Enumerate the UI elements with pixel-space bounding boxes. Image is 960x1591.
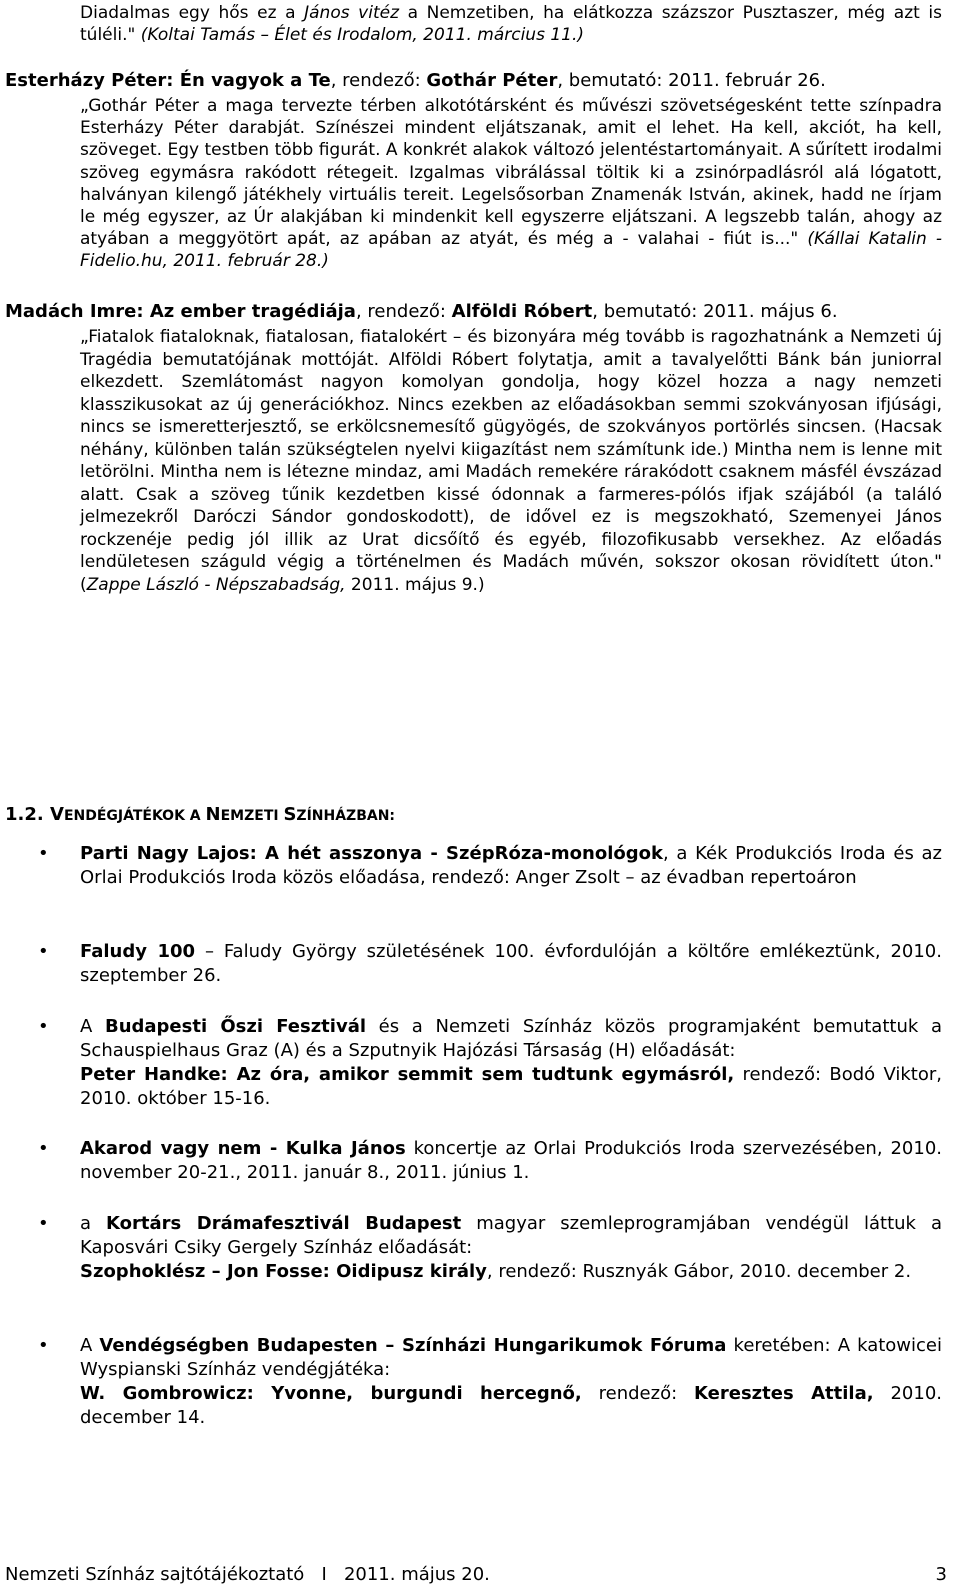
list-item: • Parti Nagy Lajos: A hét asszonya - SzépRóza-monológok, a Kék Produkciós Iroda és az Orlai Produkciós Iroda közös előadása, rendező: Anger Zsolt – az évadban repertoáron (38, 843, 942, 888)
intro-paragraph: Diadalmas egy hős ez a János vitéz a Nemzetiben, ha elátkozza százszor Pusztaszer, még azt is túléli." (Koltai Tamás – Élet és Irodalom, 2011. március 11.) (80, 3, 942, 46)
citation: (Koltai Tamás – Élet és Irodalom, 2011. március 11.) (140, 25, 584, 46)
play-heading-madach: Madách Imre: Az ember tragédiája, rendező: Alföldi Róbert, bemutató: 2011. május 6. (5, 301, 838, 322)
title-janos-vitez: János vitéz (304, 3, 400, 23)
list-item: • A Vendégségben Budapesten – Színházi Hungarikumok Fóruma keretében: A katowicei Wyspianski Színház vendégjátéka: W. Gombrowicz: Yvonne, burgundi hercegnő, rendező: Keresztes Attila, 2010. december 14. (38, 1335, 942, 1428)
bullet-icon: • (38, 843, 49, 864)
list-item: • Faludy 100 – Faludy György születésének 100. évfordulóján a költőre emlékeztünk, 2010. szeptember 26. (38, 941, 942, 986)
list-item: • a Kortárs Drámafesztivál Budapest magyar szemleprogramjában vendégül láttuk a Kaposvári Csiky Gergely Színház előadását: Szophoklész – Jon Fosse: Oidipusz király, rendező: Rusznyák Gábor, 2010. december 2. (38, 1213, 942, 1282)
footer-text: Nemzeti Színház sajtótájékoztató I 2011. május 20. (5, 1564, 490, 1585)
section-title: 1.2. VENDÉGJÁTÉKOK A NEMZETI SZÍNHÁZBAN: (5, 804, 396, 825)
review-madach: „Fiatalok fiataloknak, fiatalosan, fiatalokért – és bizonyára még tovább is ragozhatnánk a Nemzeti új Tragédia bemutatójának mottóját. Alföldi Róbert folytatja, amit a tavalyelőtti Bánk bán juniorral elkezdett. Szemlátomást nagyon komolyan gondolja, hogy közel hozza a nagy nemzeti klasszikusokat az új generációkhoz. Nincs ezekben az előadásokban semmi szokványosan ifjúsági, nincs se ismeretterjesztő, se erkölcsnemesítő gügyögés, de szokványos portörlés sincsen. (Hacsak néhány, különben talán szükségtelen nyelvi kiigazítást nem számítunk ide.) Mintha nem is lenne mit letörölni. Mintha nem is létezne mindaz, ami Madách remekére rárakódott csaknem másfél évszázad alatt. Csak a szöveg tűnik kezdetben kissé ódonnak a farmeres-pólós ifjak szájából (a találó jelmezekről Daróczi Sándor gondoskodott), de idővel ez is megszokható, Szemenyei János rockzenéje pedig jól illik az Urat dicsőítő és egyéb, filozofikusabb versekhez. Az előadás lendületesen száguld végig a történelmen és Madách művén, sokszor okosan rövidített úton." (Zappe László - Népszabadság, 2011. május 9.) (80, 327, 942, 595)
page-number: 3 (935, 1564, 947, 1585)
bullet-icon: • (38, 1335, 49, 1356)
list-item: • A Budapesti Őszi Fesztivál és a Nemzeti Színház közös programjaként bemutattuk a Schauspielhaus Graz (A) és a Szputnyik Hajózási Társaság (H) előadását: Peter Handke: Az óra, amikor semmit sem tudtunk egymásról, rendező: Bodó Viktor, 2010. október 15-16. (38, 1016, 942, 1109)
play-heading-esterhazy: Esterházy Péter: Én vagyok a Te, rendező: Gothár Péter, bemutató: 2011. február 26. (5, 70, 826, 91)
page-footer (5, 1563, 947, 1587)
bullet-icon: • (38, 1138, 49, 1159)
review-esterhazy: „Gothár Péter a maga tervezte térben alkotótársként és művészi szövetségesként tette színpadra Esterházy Péter darabját. Színészei mindent eljátszanak, amit el lehet. Ha kell, akciót, ha kell, szöveget. Egy testben több figurát. A konkrét alakok változó jelentéstartományait. A sűrített irodalmi szöveg egymásra rakódott rétegeit. Izgalmas vibrálással töltik ki a zsinórpadlásról alá lógatott, halványan kilengő játékhely virtuális tereit. Legelsősorban Znamenák István, akinek, hadd ne írjam le még egyszer, az Úr alakjában ki mindenkit kell egyszerre eljátszani. A legszebb talán, ahogy az atyában a meggyötört apát, az apában az atyát, és még a - valahai - fiút is..." (Kállai Katalin - Fidelio.hu, 2011. február 28.) (80, 96, 942, 272)
bullet-icon: • (38, 1016, 49, 1037)
citation: Zappe László - Népszabadság, (86, 574, 346, 595)
bullet-icon: • (38, 1213, 49, 1234)
bullet-icon: • (38, 941, 49, 962)
list-item: • Akarod vagy nem - Kulka János koncertje az Orlai Produkciós Iroda szervezésében, 2010. november 20-21., 2011. január 8., 2011. június 1. (38, 1138, 942, 1183)
citation: (Kállai Katalin - Fidelio.hu, 2011. február 28.) (80, 229, 942, 272)
